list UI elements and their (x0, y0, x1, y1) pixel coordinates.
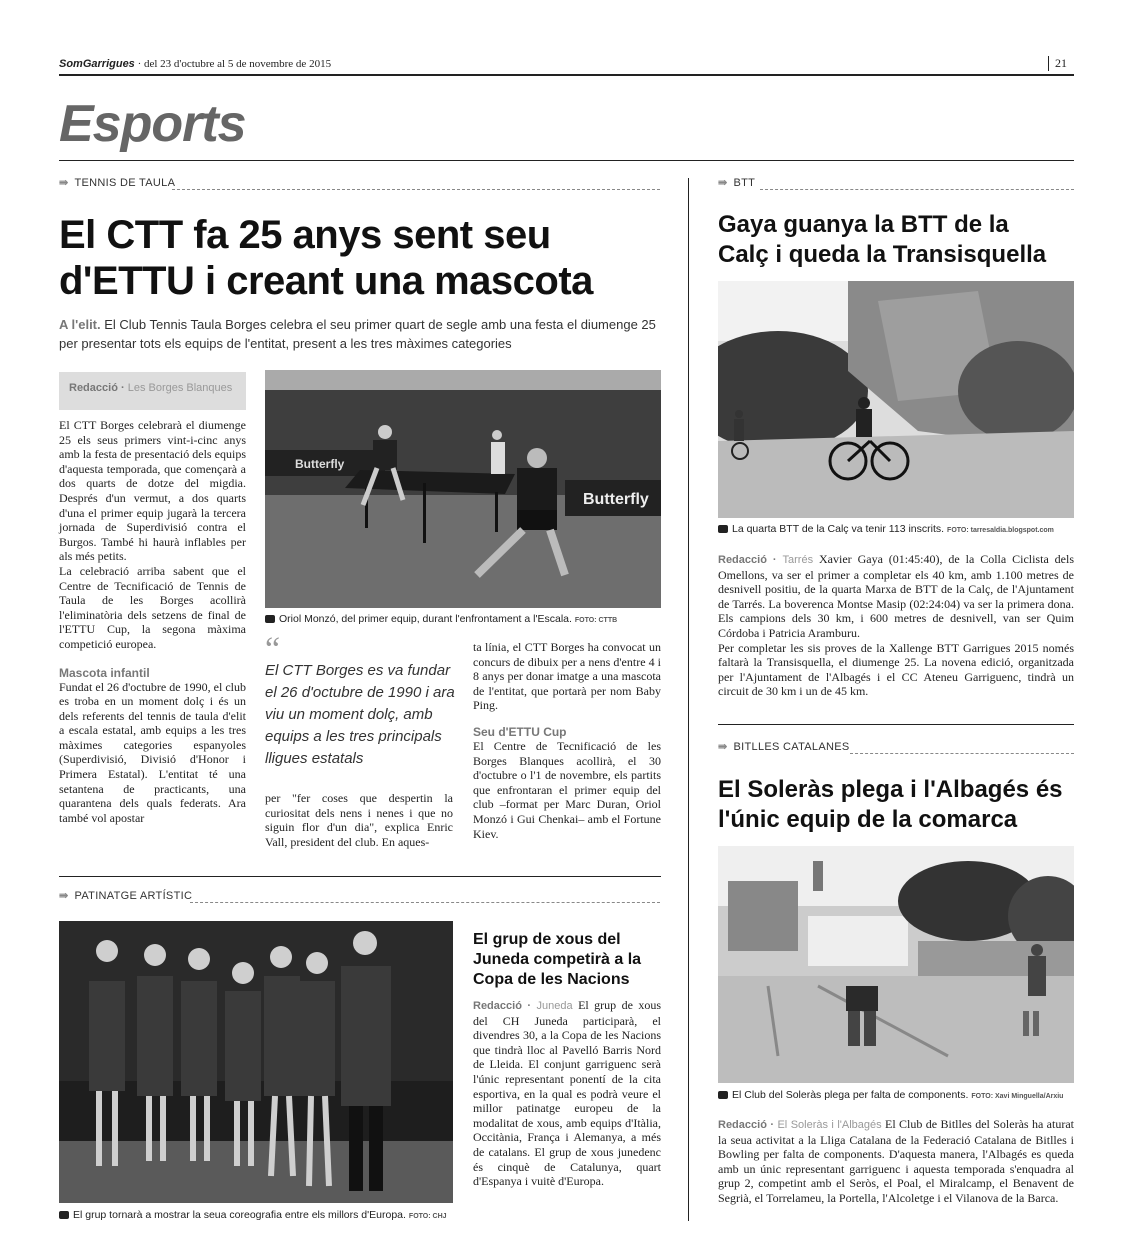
bitlles-caption (718, 1089, 1063, 1101)
bitlles-photo-credit: FOTO: Xavi Minguella/Arxiu (971, 1093, 1064, 1100)
patinatge-photo-credit: FOTO: CHJ (408, 1213, 447, 1220)
btt-photo-credit: FOTO: tarresaldia.blogspot.com (947, 527, 1054, 534)
btt-byline: Redacció · Tarrés (718, 554, 814, 566)
ctt-kicker-label: TENNIS DE TAULA (74, 177, 176, 189)
btt-byline-author: Redacció (718, 554, 767, 566)
column-divider (688, 178, 689, 1221)
ctt-column-2 (265, 791, 453, 849)
bitlles-caption-text: El Club del Soleràs plega per falta de components. (732, 1089, 969, 1101)
ctt-column-1 (59, 418, 246, 825)
patinatge-kicker-label: PATINATGE ARTÍSTIC (74, 890, 193, 902)
kicker-dashes (190, 902, 660, 903)
ctt-headline-line1: El CTT fa 25 anys sent seu (59, 213, 551, 257)
ctt-paragraph: El Centre de Tecnificació de les Borges Blanques acollirà, el 30 d'octubre o l'1 de novembre, els partits que enfrontaran el primer equip del club –format per Marc Duran, Oriol Monzó i Gui Chenkai– amb el Fortune Kiev. (473, 738, 661, 841)
btt-headline-line2: Calç i queda la Transisquella (718, 241, 1047, 268)
patinatge-byline: Redacció · Juneda (473, 1000, 573, 1012)
ctt-headline (59, 212, 593, 304)
btt-caption-text: La quarta BTT de la Calç va tenir 113 inscrits. (732, 523, 945, 535)
bitlles-byline-author: Redacció (718, 1119, 767, 1131)
ctt-paragraph: El CTT Borges celebrarà el diumenge 25 els seus primers vint-i-cinc anys amb la festa de presentació dels equips d'aquesta temporada, que començarà a dos quarts de dotze del migdia. Després d'un vermut, a dos quarts d'una el primer equip jugarà la tercera jornada de Superdivisió contra el Burgos. També hi haurà inflables per als més petits. (59, 418, 246, 564)
btt-paragraph: Per completar les sis proves de la Xallenge BTT Garrigues 2015 només faltarà la Transisquella, el diumenge 25. La novena edició, organitzada per l'Ajuntament de l'Albagés i el CC Ateneu Garriguenc, tindrà un circuit de 30 km i un de 45 km. (718, 640, 1074, 699)
skaters-scene (59, 921, 453, 1203)
ctt-kicker (59, 176, 175, 189)
bitlles-headline-line1: El Soleràs plega i l'Albagés és (718, 776, 1063, 803)
ctt-paragraph: La celebració arriba sabent que el Centre de Tecnificació de Tennis de Taula de les Borges acollirà l'eliminatòria dels setzens de final de l'ETTU Cup, la segona màxima competició europea. (59, 563, 246, 651)
camera-icon (718, 525, 728, 533)
ctt-paragraph: ta línia, el CTT Borges ha convocat un concurs de dibuix per a nens d'entre 4 i 8 anys per donar imatge a una mascota de l'entitat, que portarà per nom Baby Ping. (473, 640, 661, 713)
ctt-byline-box (59, 372, 246, 410)
ctt-subhead: Mascota infantil (59, 665, 150, 680)
btt-bottom-rule (718, 724, 1074, 725)
quote-icon: “ (265, 631, 281, 668)
bike-trail-scene (718, 281, 1074, 518)
ctt-headline-line2: d'ETTU i creant una mascota (59, 259, 593, 303)
arrow-icon: ⇛ (59, 890, 69, 902)
btt-paragraph-text: Xavier Gaya (01:45:40), de la Colla Ciclista dels Omellons, va ser el primer a completar els 40 km, amb 1.100 metres de desnivell positiu, de la quarta Marxa de BTT de la Calç, de l'Ajuntament de Tarrés. La boverenca Montse Masip (02:24:04) va ser la primera dona. Els campions dels 30 km, i 600 metres de desnivell, van ser Quim Córdoba i Patricia Aramburu. (718, 552, 1075, 640)
paper-name: SomGarrigues (59, 58, 135, 70)
patinatge-photo (59, 921, 453, 1203)
patinatge-paragraph (473, 998, 661, 1189)
btt-paragraph (718, 552, 1074, 641)
ctt-bottom-rule (59, 876, 661, 877)
ctt-subhead: Seu d'ETTU Cup (473, 724, 567, 739)
btt-kicker-label: BTT (733, 177, 756, 189)
kicker-dashes (760, 189, 1074, 190)
ctt-lead (59, 315, 661, 353)
arrow-icon: ⇛ (718, 177, 728, 189)
btt-caption (718, 523, 1054, 535)
bitlles-headline (718, 775, 1063, 835)
patinatge-byline-author: Redacció (473, 1000, 522, 1012)
bitlles-kicker-label: BITLLES CATALANES (733, 741, 850, 753)
arrow-icon: ⇛ (59, 177, 69, 189)
bitlles-byline: Redacció · El Soleràs i l'Albagés (718, 1119, 882, 1131)
bitlles-body (718, 1117, 1074, 1206)
ctt-caption (265, 613, 617, 625)
camera-icon (59, 1211, 69, 1219)
bitlles-kicker (718, 740, 850, 753)
bitlles-paragraph (718, 1117, 1074, 1206)
camera-icon (718, 1091, 728, 1099)
bitlles-photo (718, 846, 1074, 1083)
ctt-lead-label: A l'elit. (59, 317, 101, 332)
banner-left: Butterfly (295, 457, 345, 471)
patinatge-caption (59, 1209, 447, 1221)
ctt-paragraph: per "fer coses que despertin la curiositat dels nens i nenes i que no siguin flor d'un dia", explica Enric Vall, president del club. En aques- (265, 791, 453, 849)
bitlles-headline-line2: l'únic equip de la comarca (718, 806, 1018, 833)
ctt-column-3 (473, 640, 661, 841)
patinatge-paragraph-text: El grup de xous del CH Juneda participarà, el divendres 30, a la Copa de les Nacions que tindrà lloc al Pavelló Barris Nord de Lleida. El conjunt garriguenc serà l'únic representant ponentí de la cita esportiva, en la qual es podrà veure el millor patinatge europeu de la modalitat de xous, amb equips d'Itàlia, Occitània, França i Alemanya, a més de catalans. El grup de xous junedenc és cinquè de Catalunya, quart d'Espanya i vuitè d'Europa. (473, 998, 662, 1189)
top-rule (59, 74, 1074, 76)
ctt-lead-text: El Club Tennis Taula Borges celebra el seu primer quart de segle amb una festa el diumenge 25 per presentar tots els equips de l'entitat, present a les tres màximes categories (59, 317, 656, 351)
ctt-photo-credit: FOTO: CTTB (574, 617, 618, 624)
ctt-byline-author: Redacció (69, 382, 118, 394)
btt-photo (718, 281, 1074, 518)
folio (59, 58, 331, 70)
bitlles-paragraph-text: El Club de Bitlles del Soleràs ha aturat la seua activitat a la Lliga Catalana de la Federació Catalana de Bitlles i Bowling per falta de components. D'aquesta manera, l'Albagés es queda amb un únic representant garriguenc i aquesta temporada s'enquadra al grup 2, competint amb el Seròs, el Poal, el Miralcamp, el Benavent de Segrià, el Torrelameu, la Portella, l'Alcoletge i el Vilanova de la Barca. (718, 1117, 1074, 1205)
ctt-caption-text: Oriol Monzó, del primer equip, durant l'enfrontament a l'Escala. (279, 613, 572, 625)
bitlles-byline-location: El Soleràs i l'Albagés (777, 1119, 882, 1131)
bitlles-court-scene (718, 846, 1074, 1083)
btt-headline-line1: Gaya guanya la BTT de la (718, 211, 1009, 238)
btt-headline (718, 210, 1046, 270)
patinatge-body (473, 998, 661, 1189)
ctt-paragraph: Fundat el 26 d'octubre de 1990, el club es troba en un moment dolç i és un dels referents del tennis de taula d'elit a escala estatal, amb equips a les tres màximes categories espanyoles (Superdivisió, Divisió d'Honor i Primera Estatal). L'entitat té una setantena de practicants, una quarantena dels quals federats. Ara també vol apostar (59, 679, 246, 825)
ctt-pull-quote: El CTT Borges es va fundar el 26 d'octubre de 1990 i ara viu un moment dolç, amb equips a les tres principals lligues estatals (265, 662, 455, 767)
patinatge-kicker (59, 889, 192, 902)
section-rule (59, 160, 1074, 161)
page-number: 21 (1048, 56, 1067, 71)
kicker-dashes (850, 753, 1074, 754)
patinatge-byline-location: Juneda (536, 1000, 573, 1012)
arrow-icon: ⇛ (718, 741, 728, 753)
ctt-byline-location: Les Borges Blanques (127, 382, 233, 394)
btt-byline-location: Tarrés (782, 554, 814, 566)
patinatge-caption-text: El grup tornarà a mostrar la seua coreografia entre els millors d'Europa. (73, 1209, 406, 1221)
ctt-photo (265, 370, 661, 608)
btt-body (718, 552, 1074, 699)
btt-kicker (718, 176, 755, 189)
banner-right: Butterfly (583, 491, 649, 508)
ctt-byline: Redacció · Les Borges Blanques (69, 382, 233, 394)
folio-dates: · del 23 d'octubre al 5 de novembre de 2015 (134, 58, 332, 70)
patinatge-headline: El grup de xous del Juneda competirà a la Copa de les Nacions (473, 931, 642, 988)
section-title: Esports (59, 95, 246, 153)
ping-pong-scene (265, 370, 661, 608)
camera-icon (265, 615, 275, 623)
kicker-dashes (172, 189, 660, 190)
